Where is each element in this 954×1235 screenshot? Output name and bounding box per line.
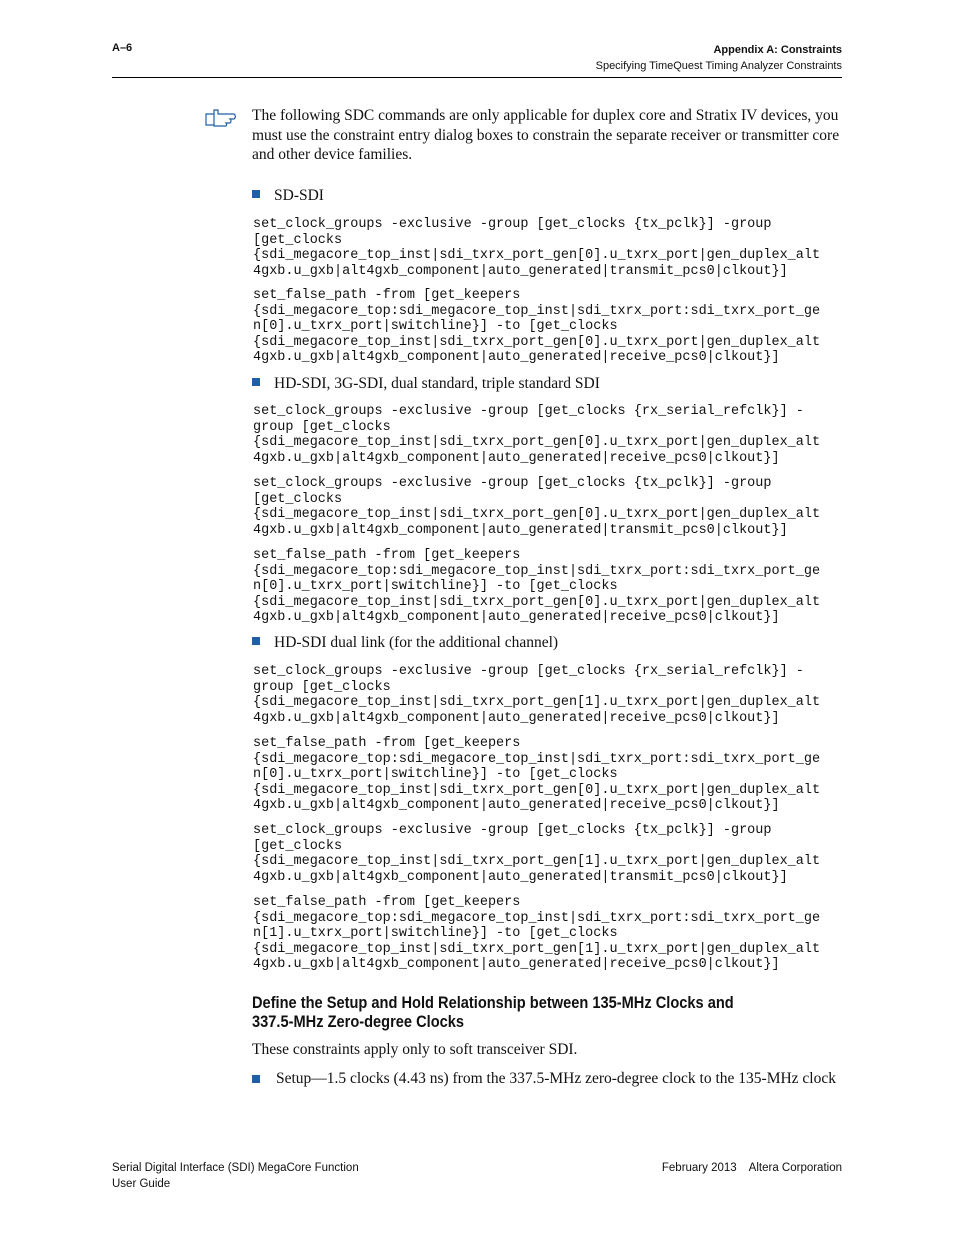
bullet-label: HD-SDI dual link (for the additional channel): [274, 634, 559, 651]
chapter-title: Appendix A: Constraints: [713, 44, 842, 56]
footer-doc-title: [112, 1160, 359, 1192]
note-text: The following SDC commands are only applicable for duplex core and Stratix IV devices, you must use the constraint entry dialog boxes to constrain the separate receiver or transmitter core and other device families.: [252, 107, 840, 163]
code-block: set_clock_groups -exclusive -group [get_clocks {rx_serial_refclk}] - group [get_clocks {sdi_megacore_top_inst|sdi_txrx_port_gen[1].u_txrx_port|gen_duplex_alt 4gxb.u_gxb|alt4gxb_component|auto_generated|receive_pcs0|clkout}]: [253, 664, 821, 726]
bullet-square: [252, 1075, 260, 1083]
code-block: set_clock_groups -exclusive -group [get_clocks {tx_pclk}] -group [get_clocks {sdi_megacore_top_inst|sdi_txrx_port_gen[1].u_txrx_port|gen_duplex_alt 4gxb.u_gxb|alt4gxb_component|auto_generated|transmit_pcs0|clkout}]: [253, 823, 821, 885]
heading-line: Define the Setup and Hold Relationship between 135-MHz Clocks and: [252, 993, 734, 1012]
intro-paragraph: These constraints apply only to soft transceiver SDI.: [252, 1041, 578, 1058]
bullet-square: [252, 190, 260, 198]
code-block: set_false_path -from [get_keepers {sdi_megacore_top:sdi_megacore_top_inst|sdi_txrx_port:sdi_txrx_port_ge n[0].u_txrx_port|switchline}] -to [get_clocks {sdi_megacore_top_inst|sdi_txrx_port_gen[0].u_txrx_port|gen_duplex_alt 4gxb.u_gxb|alt4gxb_component|auto_generated|receive_pcs0|clkout}]: [253, 548, 821, 626]
heading-line: 337.5-MHz Zero-degree Clocks: [252, 1012, 465, 1031]
bullet-sd-sdi: [252, 186, 324, 206]
code-block: set_false_path -from [get_keepers {sdi_megacore_top:sdi_megacore_top_inst|sdi_txrx_port:sdi_txrx_port_ge n[0].u_txrx_port|switchline}] -to [get_clocks {sdi_megacore_top_inst|sdi_txrx_port_gen[0].u_txrx_port|gen_duplex_alt 4gxb.u_gxb|alt4gxb_component|auto_generated|receive_pcs0|clkout}]: [253, 736, 821, 814]
doc-title: Serial Digital Interface (SDI) MegaCore Function: [112, 1162, 359, 1174]
bullet-label: Setup—1.5 clocks (4.43 ns) from the 337.5-MHz zero-degree clock to the 135-MHz clock: [276, 1070, 836, 1087]
bullet-hd-sdi: [252, 374, 600, 394]
pointing-hand-icon: [204, 108, 240, 128]
code-block: set_false_path -from [get_keepers {sdi_megacore_top:sdi_megacore_top_inst|sdi_txrx_port:sdi_txrx_port_ge n[0].u_txrx_port|switchline}] -to [get_clocks {sdi_megacore_top_inst|sdi_txrx_port_gen[0].u_txrx_port|gen_duplex_alt 4gxb.u_gxb|alt4gxb_component|auto_generated|receive_pcs0|clkout}]: [253, 288, 821, 366]
bullet-square: [252, 637, 260, 645]
bullet-setup: [252, 1069, 842, 1089]
bullet-square: [252, 378, 260, 386]
footer-company: Altera Corporation: [748, 1162, 842, 1174]
code-block: set_clock_groups -exclusive -group [get_clocks {rx_serial_refclk}] - group [get_clocks {sdi_megacore_top_inst|sdi_txrx_port_gen[0].u_txrx_port|gen_duplex_alt 4gxb.u_gxb|alt4gxb_component|auto_generated|receive_pcs0|clkout}]: [253, 404, 821, 466]
bullet-hd-sdi-dual-link: [252, 633, 558, 653]
code-block: set_clock_groups -exclusive -group [get_clocks {tx_pclk}] -group [get_clocks {sdi_megacore_top_inst|sdi_txrx_port_gen[0].u_txrx_port|gen_duplex_alt 4gxb.u_gxb|alt4gxb_component|auto_generated|transmit_pcs0|clkout}]: [253, 217, 821, 279]
code-block: set_clock_groups -exclusive -group [get_clocks {tx_pclk}] -group [get_clocks {sdi_megacore_top_inst|sdi_txrx_port_gen[0].u_txrx_port|gen_duplex_alt 4gxb.u_gxb|alt4gxb_component|auto_generated|transmit_pcs0|clkout}]: [253, 476, 821, 538]
footer-meta: [662, 1160, 842, 1176]
section-heading: [252, 993, 768, 1031]
code-block: set_false_path -from [get_keepers {sdi_megacore_top:sdi_megacore_top_inst|sdi_txrx_port:sdi_txrx_port_ge n[1].u_txrx_port|switchline}] -to [get_clocks {sdi_megacore_top_inst|sdi_txrx_port_gen[1].u_txrx_port|gen_duplex_alt 4gxb.u_gxb|alt4gxb_component|auto_generated|receive_pcs0|clkout}]: [253, 895, 821, 973]
page-number: A–6: [112, 42, 133, 54]
header-rule: [112, 77, 842, 78]
bullet-label: HD-SDI, 3G-SDI, dual standard, triple standard SDI: [274, 375, 600, 392]
bullet-label: SD-SDI: [274, 187, 324, 204]
section-title: Specifying TimeQuest Timing Analyzer Constraints: [595, 60, 842, 72]
footer-date: February 2013: [661, 1162, 737, 1174]
doc-subtitle: User Guide: [112, 1178, 171, 1190]
running-header: [596, 42, 842, 74]
